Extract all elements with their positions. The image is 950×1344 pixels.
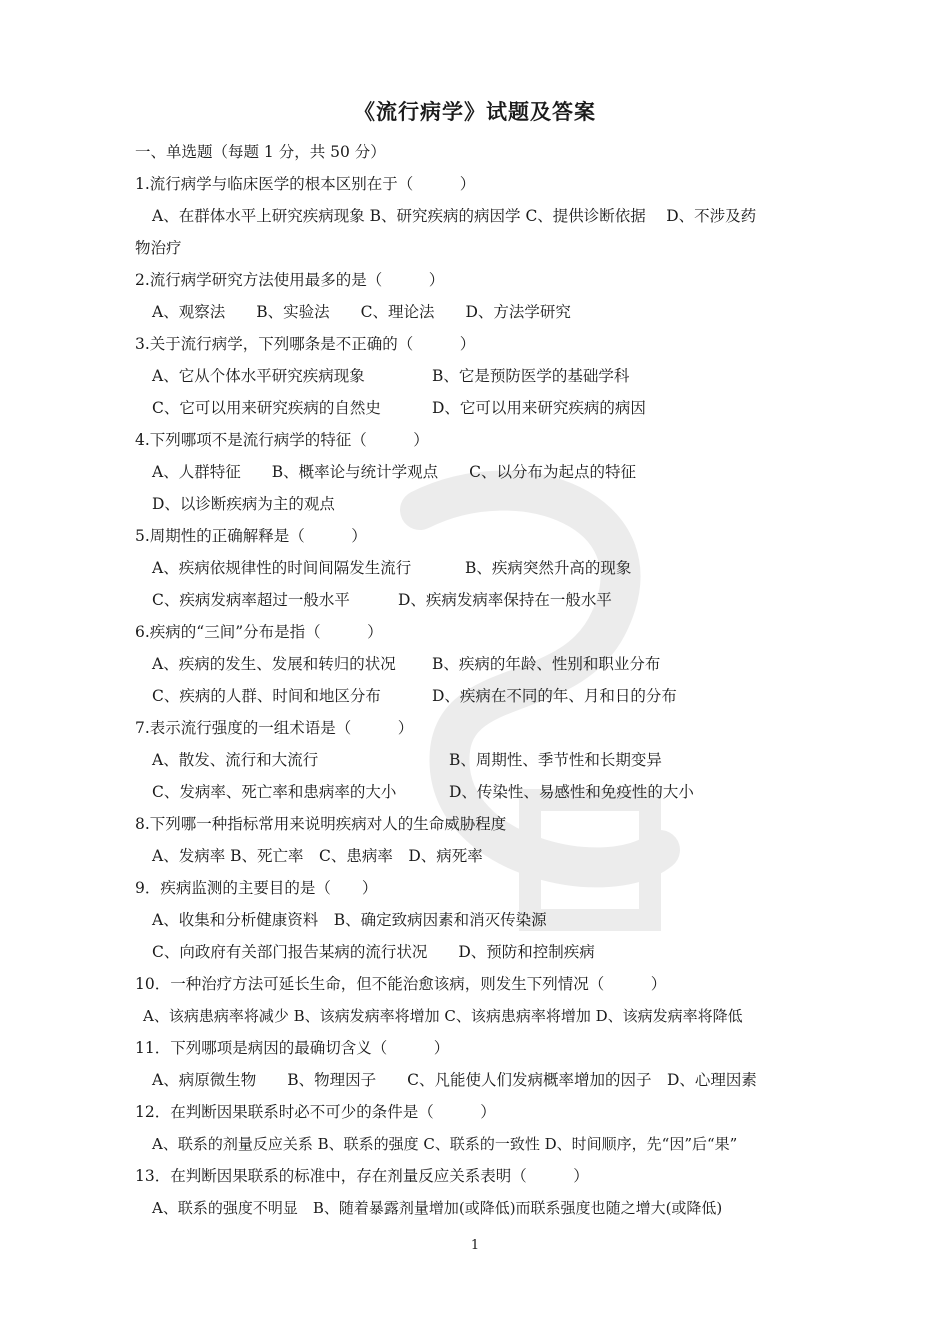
question-3-option-d: D、它可以用来研究疾病的病因 (432, 399, 646, 417)
question-6-option-a: A、疾病的发生、发展和转归的状况 (152, 655, 396, 673)
question-7-option-a: A、散发、流行和大流行 (152, 751, 319, 769)
question-8-options: A、发病率 B、死亡率 C、患病率 D、病死率 (152, 847, 483, 865)
question-3-option-b: B、它是预防医学的基础学科 (432, 367, 630, 385)
question-13-options: A、联系的强度不明显 B、随着暴露剂量增加(或降低)而联系强度也随之增大(或降低) (152, 1199, 723, 1217)
question-2: 2.流行病学研究方法使用最多的是（ ） (135, 271, 445, 289)
question-9-options-ab: A、收集和分析健康资料 B、确定致病因素和消灭传染源 (152, 911, 547, 929)
question-6-option-d: D、疾病在不同的年、月和日的分布 (432, 687, 677, 705)
question-12-options: A、联系的剂量反应关系 B、联系的强度 C、联系的一致性 D、时间顺序，先“因”后“果” (152, 1135, 738, 1153)
question-4-options: A、人群特征 B、概率论与统计学观点 C、以分布为起点的特征 (152, 463, 636, 481)
document-title: 《流行病学》试题及答案 (354, 99, 596, 124)
question-13: 13．在判断因果联系的标准中，存在剂量反应关系表明（ ） (135, 1167, 589, 1185)
question-7-option-d: D、传染性、易感性和免疫性的大小 (449, 783, 694, 801)
question-5-option-c: C、疾病发病率超过一般水平 (152, 591, 350, 609)
question-4: 4.下列哪项不是流行病学的特征（ ） (135, 431, 429, 449)
question-7: 7.表示流行强度的一组术语是（ ） (135, 719, 414, 737)
question-9: 9．疾病监测的主要目的是（ ） (135, 879, 378, 897)
question-1: 1.流行病学与临床医学的根本区别在于（ ） (135, 175, 476, 193)
question-3: 3.关于流行病学，下列哪条是不正确的（ ） (135, 335, 476, 353)
question-5: 5.周期性的正确解释是（ ） (135, 527, 367, 545)
question-5-option-d: D、疾病发病率保持在一般水平 (398, 591, 612, 609)
question-5-option-a: A、疾病依规律性的时间间隔发生流行 (152, 559, 412, 577)
question-11-options: A、病原微生物 B、物理因子 C、凡能使人们发病概率增加的因子 D、心理因素 (152, 1071, 757, 1089)
question-5-option-b: B、疾病突然升高的现象 (465, 559, 632, 577)
question-2-options: A、观察法 B、实验法 C、理论法 D、方法学研究 (152, 303, 571, 321)
question-3-option-c: C、它可以用来研究疾病的自然史 (152, 399, 381, 417)
question-7-option-c: C、发病率、死亡率和患病率的大小 (152, 783, 397, 801)
question-3-option-a: A、它从个体水平研究疾病现象 (152, 367, 365, 385)
question-6-option-b: B、疾病的年龄、性别和职业分布 (432, 655, 661, 673)
question-10-options: A、该病患病率将减少 B、该病发病率将增加 C、该病患病率将增加 D、该病发病率将降低 (143, 1007, 743, 1025)
question-1-options: A、在群体水平上研究疾病现象 B、研究疾病的病因学 C、提供诊断依据 D、不涉及药 (152, 207, 757, 225)
question-1-options-cont: 物治疗 (135, 239, 182, 257)
question-11: 11．下列哪项是病因的最确切含义（ ） (135, 1039, 450, 1057)
section-heading: 一、单选题（每题 1 分，共 50 分） (135, 143, 386, 161)
question-6-option-c: C、疾病的人群、时间和地区分布 (152, 687, 381, 705)
question-9-options-cd: C、向政府有关部门报告某病的流行状况 D、预防和控制疾病 (152, 943, 595, 961)
question-10: 10．一种治疗方法可延长生命，但不能治愈该病，则发生下列情况（ ） (135, 975, 667, 993)
question-4-option-d: D、以诊断疾病为主的观点 (152, 495, 335, 513)
question-12: 12．在判断因果联系时必不可少的条件是（ ） (135, 1103, 496, 1121)
question-7-option-b: B、周期性、季节性和长期变异 (449, 751, 662, 769)
page-number: 1 (470, 1238, 480, 1253)
question-8: 8.下列哪一种指标常用来说明疾病对人的生命威胁程度 (135, 815, 507, 833)
question-6: 6.疾病的“三间”分布是指（ ） (135, 623, 383, 641)
